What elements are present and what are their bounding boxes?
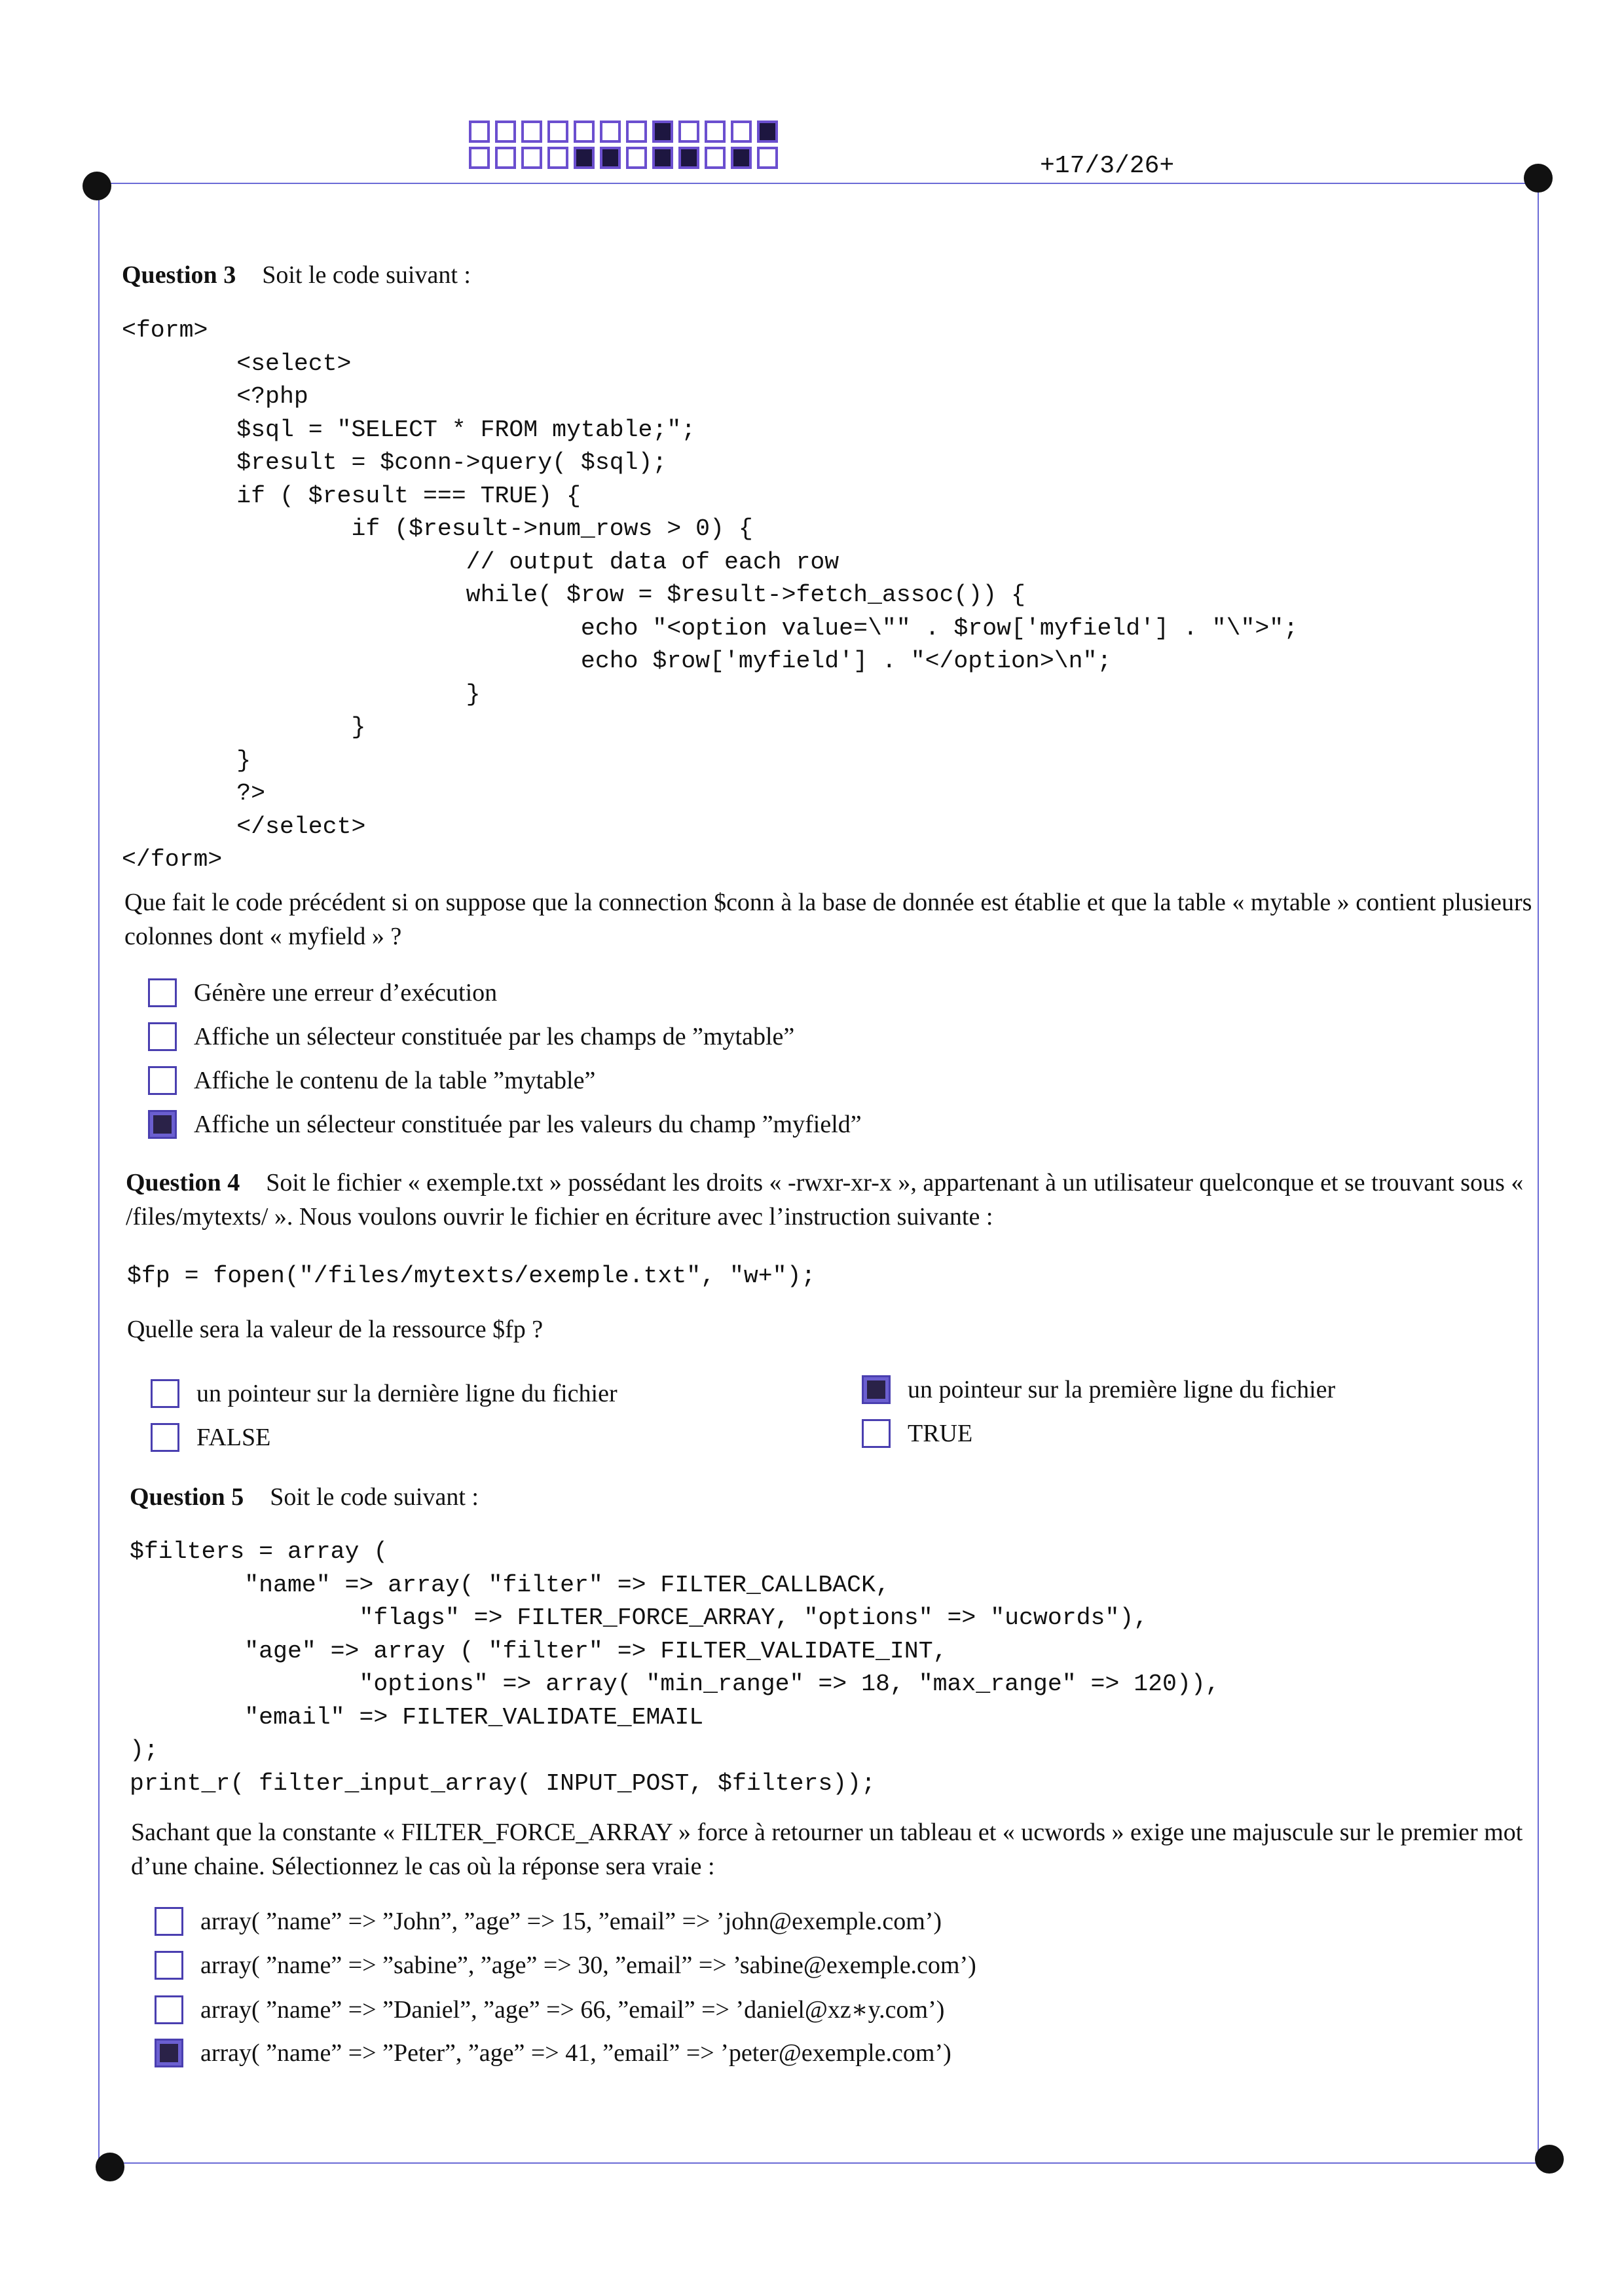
question-5-text: Sachant que la constante « FILTER_FORCE_ARRAY » force à retourner un tableau et « ucwords » exige une majuscule sur le premier mot d’une chaine. Sélectionnez le cas où la réponse sera vraie : [131, 1819, 1523, 1880]
q5-option-1-checkbox[interactable] [155, 1907, 183, 1936]
barcode-cell-empty [547, 120, 568, 143]
q5-option-1[interactable] [155, 1907, 942, 1936]
q3-option-3[interactable] [148, 1066, 595, 1095]
registration-mark-top-left [83, 172, 111, 200]
q3-option-1-checkbox[interactable] [148, 978, 177, 1007]
registration-mark-bottom-right [1535, 2145, 1564, 2174]
registration-mark-top-right [1524, 164, 1553, 193]
option-label: Affiche un sélecteur constituée par les valeurs du champ ”myfield” [194, 1111, 862, 1138]
option-label: Génère une erreur d’exécution [194, 979, 498, 1007]
page-id: +17/3/26+ [1040, 152, 1175, 180]
barcode-cell-empty [521, 147, 542, 169]
q3-option-2-checkbox[interactable] [148, 1022, 177, 1051]
barcode-cell-empty [521, 120, 542, 143]
barcode-cell-empty [547, 147, 568, 169]
q5-option-4-checkbox[interactable] [155, 2039, 183, 2067]
registration-mark-bottom-left [96, 2153, 124, 2181]
q4-option-2[interactable] [151, 1423, 270, 1452]
question-4-header [126, 1166, 1550, 1234]
q3-option-4-checkbox[interactable] [148, 1110, 177, 1139]
question-3-code: <form> <select> <?php $sql = "SELECT * FROM mytable;"; $result = $conn->query( $sql); if ( $result === TRUE) { if ($result->num_rows > 0) { // output data of each row while( $row = $result->fetch_assoc()) { echo "<option value=\"" . $row['myfield'] . "\">"; echo $row['myfield'] . "</option>\n"; } } } ?> </select> </form> [122, 317, 1299, 873]
option-label: un pointeur sur la première ligne du fichier [908, 1376, 1336, 1403]
option-label: TRUE [908, 1420, 973, 1447]
question-intro: Soit le code suivant : [270, 1483, 479, 1511]
barcode-cell-empty [678, 120, 699, 143]
barcode-cell-filled [652, 120, 673, 143]
barcode-cell-empty [705, 120, 726, 143]
barcode-cell-empty [626, 147, 647, 169]
q5-option-3[interactable] [155, 1995, 944, 2024]
q4-option-3-checkbox[interactable] [862, 1375, 891, 1404]
q3-option-2[interactable] [148, 1022, 794, 1051]
question-3-text: Que fait le code précédent si on suppose que la connection $conn à la base de donnée est établie et que la table « mytable » contient plusieurs colonnes dont « myfield » ? [124, 889, 1532, 950]
barcode-cell-empty [495, 147, 516, 169]
q4-option-3[interactable] [862, 1375, 1335, 1404]
option-label: FALSE [196, 1424, 271, 1451]
barcode-cell-empty [705, 147, 726, 169]
q5-option-3-checkbox[interactable] [155, 1995, 183, 2024]
q4-option-4[interactable] [862, 1419, 972, 1448]
page-barcode [469, 120, 783, 169]
barcode-cell-empty [574, 120, 595, 143]
barcode-cell-empty [469, 120, 490, 143]
barcode-cell-empty [731, 120, 752, 143]
q3-option-4[interactable] [148, 1110, 862, 1139]
question-5-header [130, 1483, 479, 1511]
question-intro: Soit le code suivant : [262, 261, 471, 289]
question-3-header [122, 261, 471, 289]
barcode-cell-filled [600, 147, 621, 169]
q5-option-2[interactable] [155, 1951, 976, 1980]
question-4-text: Quelle sera la valeur de la ressource $fp ? [127, 1316, 544, 1343]
q5-option-2-checkbox[interactable] [155, 1951, 183, 1980]
option-label: array( ”name” => ”John”, ”age” => 15, ”email” => ’john@exemple.com’) [200, 1908, 942, 1935]
question-number: Question 4 [126, 1169, 240, 1196]
q4-option-4-checkbox[interactable] [862, 1419, 891, 1448]
question-number: Question 3 [122, 261, 236, 289]
option-label: array( ”name” => ”Peter”, ”age” => 41, ”email” => ’peter@exemple.com’) [200, 2039, 951, 2067]
barcode-cell-filled [678, 147, 699, 169]
question-4-code: $fp = fopen("/files/mytexts/exemple.txt", "w+"); [127, 1263, 816, 1289]
barcode-cell-filled [652, 147, 673, 169]
barcode-cell-empty [600, 120, 621, 143]
q4-option-2-checkbox[interactable] [151, 1423, 179, 1452]
barcode-row [469, 147, 783, 169]
question-5-code: $filters = array ( "name" => array( "filter" => FILTER_CALLBACK, "flags" => FILTER_FORCE_ARRAY, "options" => "ucwords"), "age" => array ( "filter" => FILTER_VALIDATE_INT, "options" => array( "min_range" => 18, "max_range" => 120)), "email" => FILTER_VALIDATE_EMAIL ); print_r( filter_input_array( INPUT_POST, $filters)); [130, 1538, 1220, 1797]
question-intro: Soit le fichier « exemple.txt » possédant les droits « -rwxr-xr-x », appartenant à un utilisateur quelconque et se trouvant sous « /files/mytexts/ ». Nous voulons ouvrir le fichier en écriture avec l’instruction suivante : [126, 1169, 1524, 1231]
q3-option-3-checkbox[interactable] [148, 1066, 177, 1095]
question-number: Question 5 [130, 1483, 244, 1511]
option-label: Affiche le contenu de la table ”mytable” [194, 1067, 596, 1094]
barcode-cell-empty [757, 147, 778, 169]
q4-option-1[interactable] [151, 1379, 618, 1408]
barcode-cell-empty [469, 147, 490, 169]
barcode-cell-filled [757, 120, 778, 143]
q4-option-1-checkbox[interactable] [151, 1379, 179, 1408]
barcode-cell-filled [731, 147, 752, 169]
barcode-cell-empty [495, 120, 516, 143]
q3-option-1[interactable] [148, 978, 497, 1007]
option-label: un pointeur sur la dernière ligne du fichier [196, 1380, 618, 1407]
barcode-cell-empty [626, 120, 647, 143]
option-label: Affiche un sélecteur constituée par les champs de ”mytable” [194, 1023, 795, 1050]
option-label: array( ”name” => ”sabine”, ”age” => 30, ”email” => ’sabine@exemple.com’) [200, 1952, 976, 1979]
barcode-row [469, 120, 783, 143]
q5-option-4[interactable] [155, 2039, 951, 2067]
option-label: array( ”name” => ”Daniel”, ”age” => 66, ”email” => ’daniel@xz∗y.com’) [200, 1996, 945, 2024]
barcode-cell-filled [574, 147, 595, 169]
